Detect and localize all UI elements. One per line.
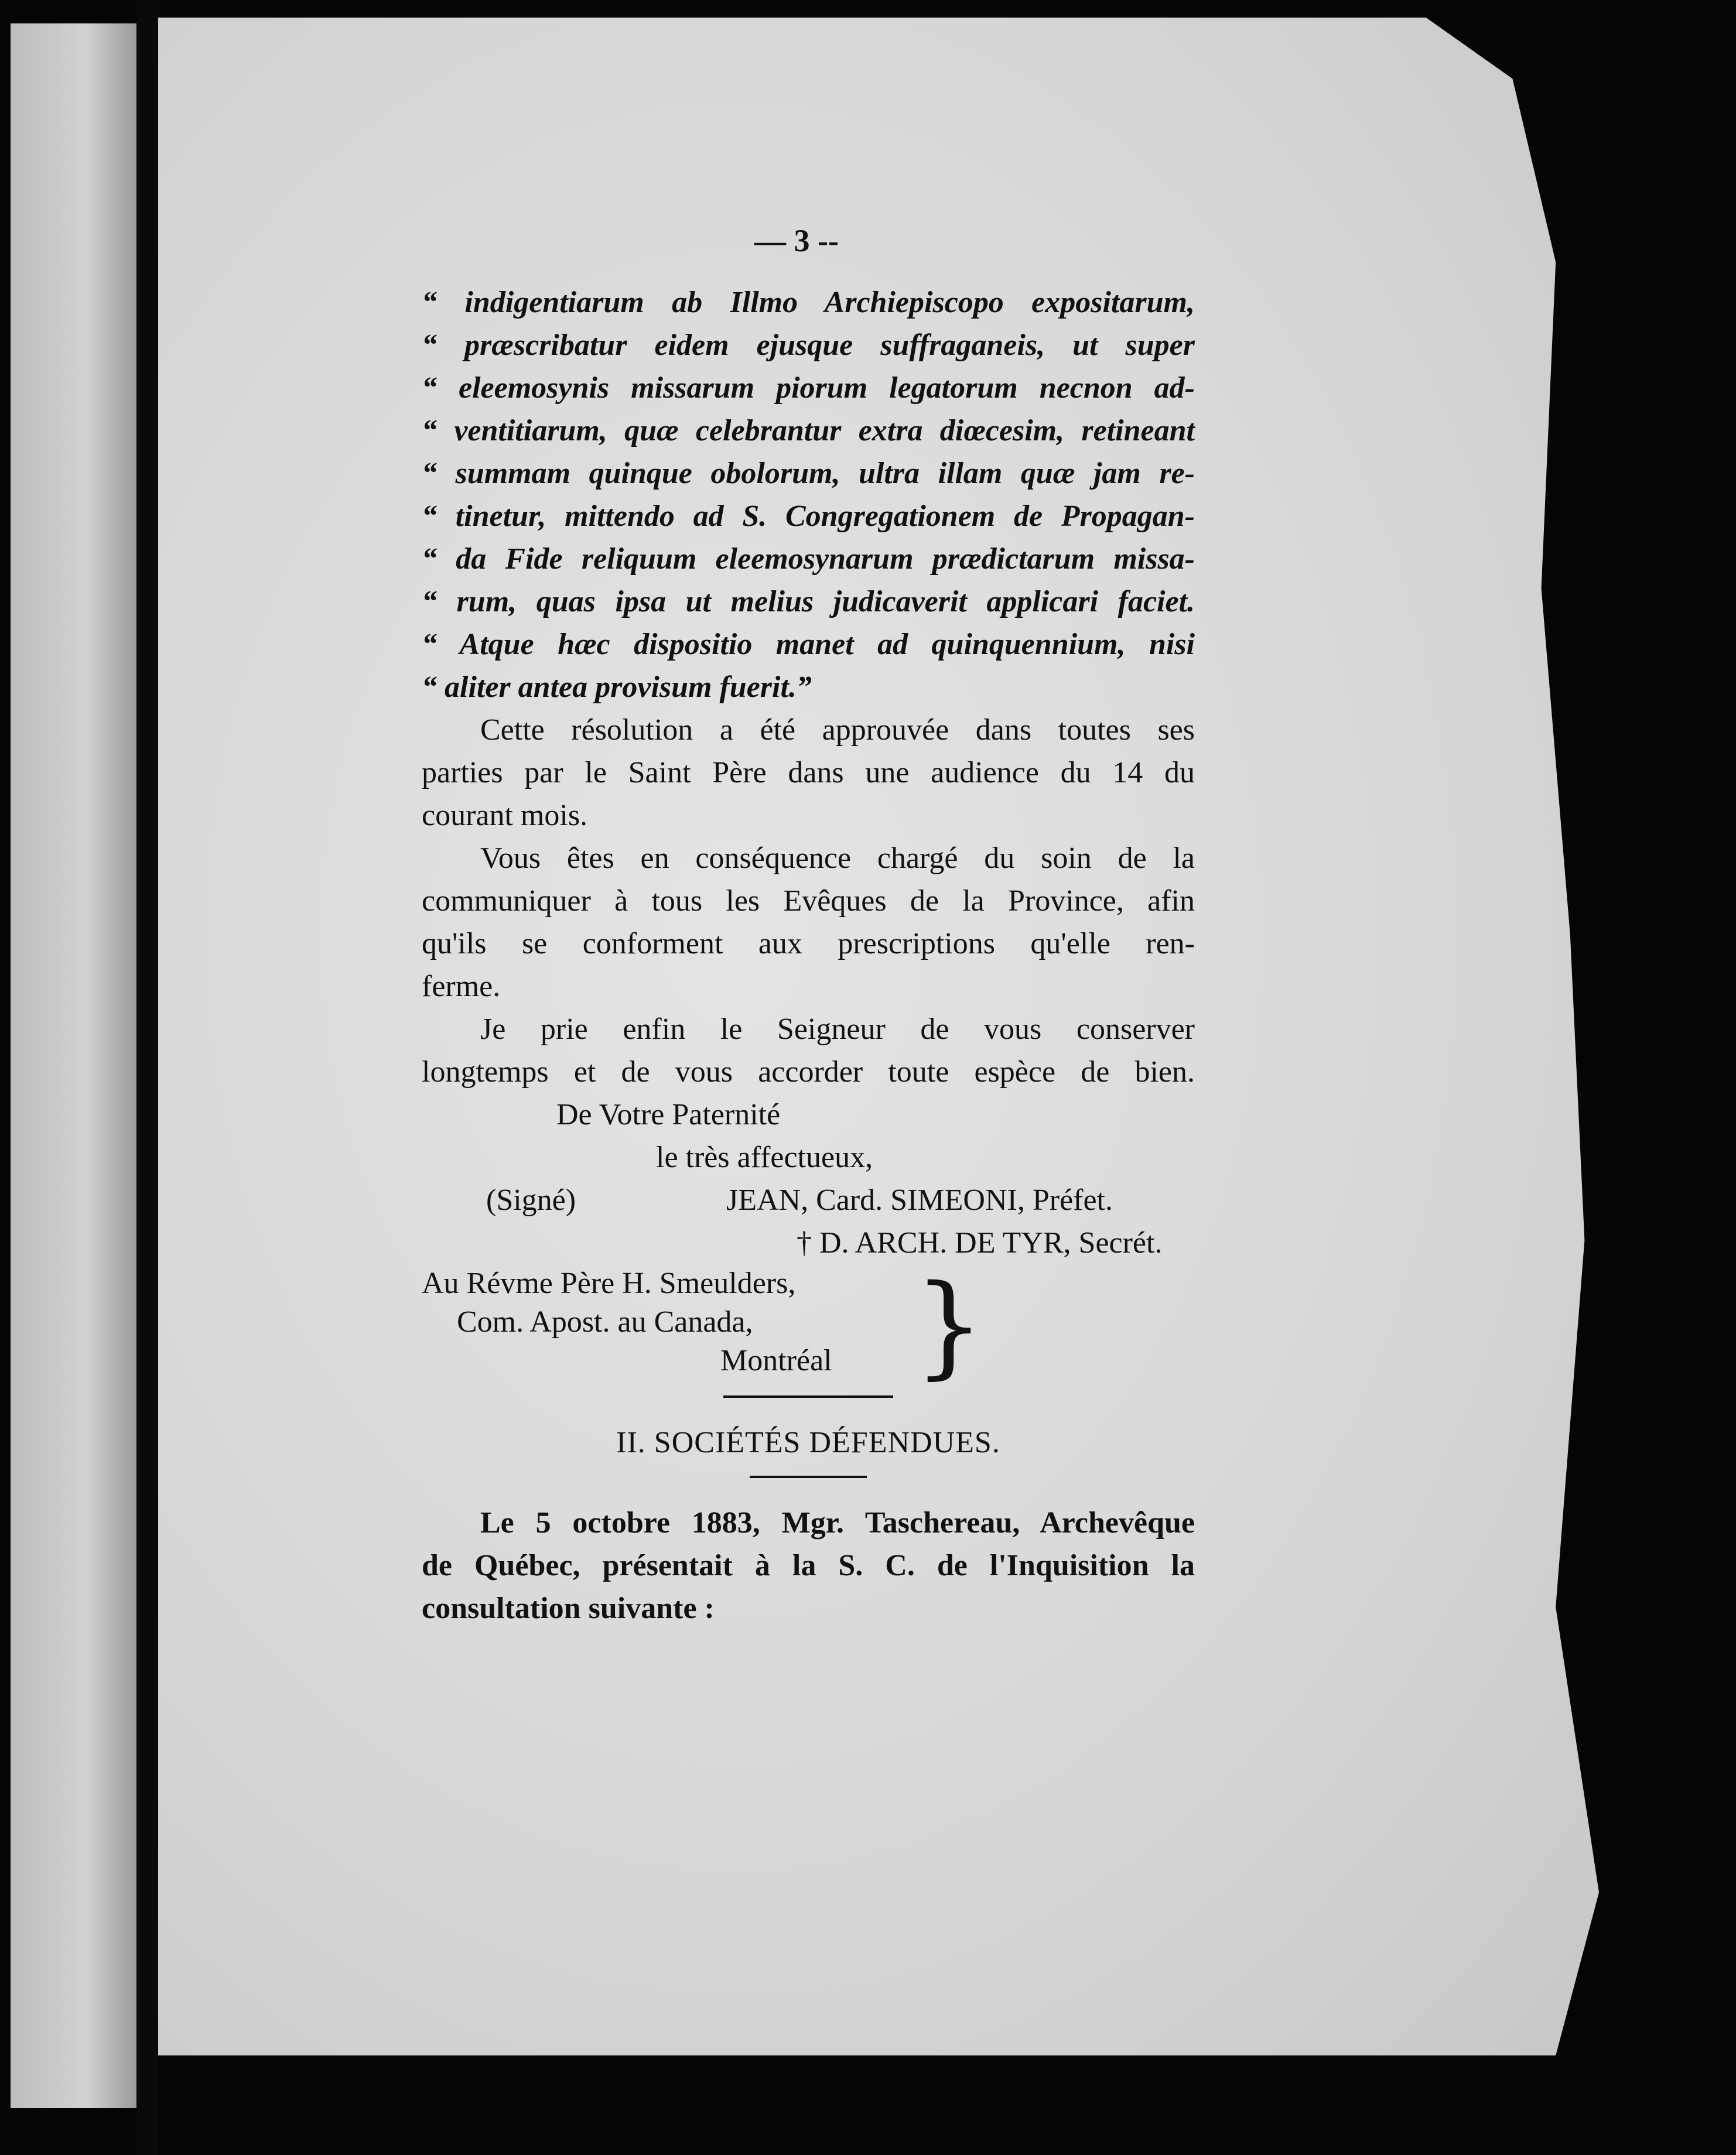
paragraph-instruction [422,837,1195,1008]
affection: le très affectueux, [656,1141,873,1174]
closing-block [422,1093,1195,1264]
brace-glyph: } [914,1261,985,1390]
signature-line [422,1179,1195,1222]
text-line: Cette résolution a été approuvée dans toutes ses [480,713,1195,747]
signed-label: (Signé) [486,1183,576,1217]
text-line: courant mois. [422,799,588,832]
divider-rule [750,1476,867,1478]
addressee-block [422,1261,1195,1393]
text-line: Je prie enfin le Seigneur de vous conserver [480,1012,1195,1046]
text-line: communiquer à tous les Evêques de la Province, afin [422,884,1195,918]
scan-bottom-border [158,2055,1599,2155]
text-line: Vous êtes en conséquence chargé du soin de la [480,842,1195,875]
binding-gutter [136,0,160,2155]
quote-line: “ ventitiarum, quæ celebrantur extra diœcesim, retineant [422,414,1195,447]
address-line: Au Révme Père H. Smeulders, [422,1267,796,1300]
quote-line: “ tinetur, mittendo ad S. Congregationem de Propagan- [422,500,1195,533]
page-text [422,217,1195,1630]
paragraph-blessing [422,1008,1195,1093]
text-line: parties par le Saint Père dans une audience du 14 du [422,756,1195,789]
paragraph-consultation [422,1501,1195,1630]
quote-line: “ summam quinque obolorum, ultra illam quæ jam re- [422,457,1195,490]
quote-line: “ præscribatur eidem ejusque suffraganeis, ut super [422,329,1195,362]
quote-line: “ eleemosynis missarum piorum legatorum necnon ad- [422,371,1195,405]
quote-line: “ Atque hæc dispositio manet ad quinquennium, nisi [422,628,1195,661]
text-line: de Québec, présentait à la S. C. de l'Inquisition la [422,1549,1195,1582]
quote-line: “ aliter antea provisum fuerit.” [422,671,812,704]
quote-line: “ indigentiarum ab Illmo Archiepiscopo expositarum, [422,286,1195,319]
text-line: ferme. [422,970,501,1003]
signer-secretary: † D. ARCH. DE TYR, Secrét. [797,1226,1163,1260]
section-heading: II. SOCIÉTÉS DÉFENDUES. [616,1426,1000,1459]
quote-line: “ da Fide reliquum eleemosynarum prædictarum missa- [422,542,1195,576]
text-line: Le 5 octobre 1883, Mgr. Taschereau, Archevêque [480,1506,1195,1540]
address-line: Com. Apost. au Canada, [457,1305,753,1339]
latin-quote [422,281,1195,709]
signer-prefect: JEAN, Card. SIMEONI, Préfet. [726,1183,1113,1217]
text-line: longtemps et de vous accorder toute espèce de bien. [422,1055,1195,1089]
text-line: consultation suivante : [422,1592,715,1625]
signature-line [422,1222,1195,1264]
paragraph-approval [422,709,1195,837]
address-line: Montréal [720,1344,832,1377]
page-number: — 3 -- [754,223,839,258]
divider-rule [723,1395,893,1398]
salutation: De Votre Paternité [556,1098,781,1131]
text-line: qu'ils se conforment aux prescriptions qu'elle ren- [422,927,1195,960]
quote-line: “ rum, quas ipsa ut melius judicaverit applicari faciet. [422,585,1195,618]
previous-page-edge [11,23,136,2108]
